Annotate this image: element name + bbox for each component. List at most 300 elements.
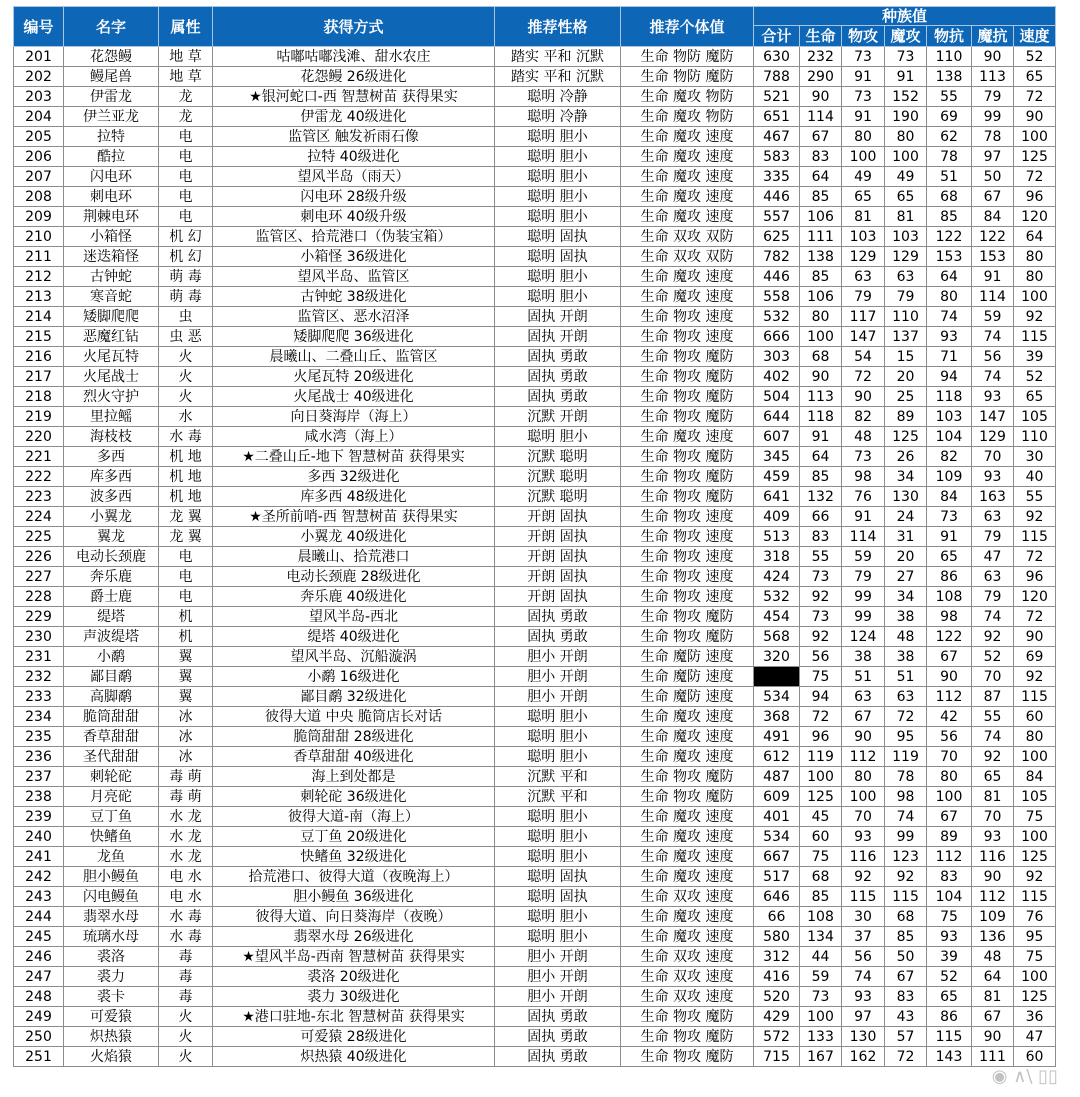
cell-speed: 105 <box>1014 407 1056 427</box>
cell-id: 235 <box>14 727 64 747</box>
cell-iv: 生命 魔攻 物防 <box>621 107 754 127</box>
cell-type: 电 <box>159 147 213 167</box>
cell-spatk: 123 <box>885 847 927 867</box>
header-stat-hp: 生命 <box>800 26 842 47</box>
cell-spatk: 137 <box>885 327 927 347</box>
cell-id: 247 <box>14 967 64 987</box>
cell-name: 电动长颈鹿 <box>64 547 159 567</box>
cell-total: 532 <box>754 587 800 607</box>
cell-spatk: 68 <box>885 907 927 927</box>
cell-spatk: 73 <box>885 47 927 67</box>
cell-spdef: 70 <box>972 447 1014 467</box>
cell-hp: 132 <box>800 487 842 507</box>
cell-obtain: 晨曦山、二叠山丘、监管区 <box>213 347 495 367</box>
header-stat-def: 物抗 <box>927 26 972 47</box>
cell-id: 223 <box>14 487 64 507</box>
cell-type: 电 <box>159 567 213 587</box>
cell-iv: 生命 物攻 速度 <box>621 507 754 527</box>
cell-def: 68 <box>927 187 972 207</box>
cell-id: 219 <box>14 407 64 427</box>
cell-speed: 72 <box>1014 607 1056 627</box>
header-obtain: 获得方式 <box>213 7 495 47</box>
cell-spdef: 70 <box>972 807 1014 827</box>
cell-obtain: 拾荒港口、彼得大道（夜晚海上） <box>213 867 495 887</box>
cell-nature: 固执 勇敢 <box>495 1007 621 1027</box>
cell-obtain: 望风半岛、沉船漩涡 <box>213 647 495 667</box>
cell-obtain: 库多西 48级进化 <box>213 487 495 507</box>
cell-hp: 232 <box>800 47 842 67</box>
table-row <box>14 587 1056 607</box>
cell-speed: 60 <box>1014 707 1056 727</box>
cell-obtain: 缇塔 40级进化 <box>213 627 495 647</box>
table-row <box>14 327 1056 347</box>
table-row <box>14 767 1056 787</box>
cell-spdef: 63 <box>972 507 1014 527</box>
cell-iv: 生命 物攻 魔防 <box>621 347 754 367</box>
cell-type: 电 水 <box>159 887 213 907</box>
cell-speed: 120 <box>1014 207 1056 227</box>
cell-obtain: 火尾瓦特 20级进化 <box>213 367 495 387</box>
cell-obtain: 炽热猿 40级进化 <box>213 1047 495 1067</box>
table-row <box>14 527 1056 547</box>
cell-spatk: 125 <box>885 427 927 447</box>
cell-id: 239 <box>14 807 64 827</box>
cell-id: 228 <box>14 587 64 607</box>
table-row <box>14 387 1056 407</box>
cell-speed: 125 <box>1014 147 1056 167</box>
cell-def: 80 <box>927 767 972 787</box>
cell-iv: 生命 魔防 速度 <box>621 667 754 687</box>
cell-total: 446 <box>754 267 800 287</box>
cell-name: 豆丁鱼 <box>64 807 159 827</box>
cell-def: 55 <box>927 87 972 107</box>
cell-speed: 80 <box>1014 247 1056 267</box>
cell-hp: 64 <box>800 447 842 467</box>
cell-hp: 64 <box>800 167 842 187</box>
cell-name: 多西 <box>64 447 159 467</box>
cell-total: 345 <box>754 447 800 467</box>
cell-iv: 生命 物攻 速度 <box>621 327 754 347</box>
cell-hp: 80 <box>800 307 842 327</box>
cell-hp: 73 <box>800 567 842 587</box>
cell-def: 73 <box>927 507 972 527</box>
cell-spdef: 56 <box>972 347 1014 367</box>
cell-hp: 55 <box>800 547 842 567</box>
cell-spatk: 130 <box>885 487 927 507</box>
cell-atk: 76 <box>842 487 885 507</box>
cell-type: 毒 <box>159 947 213 967</box>
cell-total: 557 <box>754 207 800 227</box>
cell-iv: 生命 物攻 魔防 <box>621 787 754 807</box>
cell-total: 517 <box>754 867 800 887</box>
table-row <box>14 607 1056 627</box>
cell-type: 冰 <box>159 707 213 727</box>
cell-speed: 90 <box>1014 107 1056 127</box>
cell-spatk: 38 <box>885 647 927 667</box>
cell-iv: 生命 物攻 魔防 <box>621 447 754 467</box>
cell-speed: 105 <box>1014 787 1056 807</box>
cell-def: 65 <box>927 987 972 1007</box>
table-body <box>14 47 1056 1067</box>
cell-atk: 99 <box>842 587 885 607</box>
cell-name: 炽热猿 <box>64 1027 159 1047</box>
cell-def: 112 <box>927 687 972 707</box>
cell-speed: 39 <box>1014 347 1056 367</box>
cell-iv: 生命 物攻 魔防 <box>621 607 754 627</box>
cell-speed: 75 <box>1014 947 1056 967</box>
cell-nature: 聪明 固执 <box>495 227 621 247</box>
cell-obtain: ★望风半岛-西南 智慧树苗 获得果实 <box>213 947 495 967</box>
cell-spatk: 38 <box>885 607 927 627</box>
cell-nature: 固执 开朗 <box>495 307 621 327</box>
cell-name: 鄙目鹬 <box>64 667 159 687</box>
cell-obtain: 望风半岛、监管区 <box>213 267 495 287</box>
cell-nature: 固执 勇敢 <box>495 1027 621 1047</box>
cell-id: 215 <box>14 327 64 347</box>
cell-nature: 固执 勇敢 <box>495 367 621 387</box>
cell-iv: 生命 物攻 魔防 <box>621 387 754 407</box>
cell-speed: 75 <box>1014 807 1056 827</box>
cell-spatk: 65 <box>885 187 927 207</box>
cell-hp: 75 <box>800 847 842 867</box>
table-row <box>14 707 1056 727</box>
cell-total: 580 <box>754 927 800 947</box>
cell-iv: 生命 物攻 速度 <box>621 567 754 587</box>
cell-spatk: 152 <box>885 87 927 107</box>
cell-hp: 92 <box>800 587 842 607</box>
cell-iv: 生命 魔攻 物防 <box>621 87 754 107</box>
table-row <box>14 467 1056 487</box>
cell-iv: 生命 魔防 速度 <box>621 647 754 667</box>
table-row <box>14 727 1056 747</box>
cell-name: 里拉鳐 <box>64 407 159 427</box>
cell-type: 机 <box>159 607 213 627</box>
cell-def: 90 <box>927 667 972 687</box>
cell-type: 水 <box>159 407 213 427</box>
cell-spatk: 20 <box>885 547 927 567</box>
table-row <box>14 227 1056 247</box>
cell-hp: 94 <box>800 687 842 707</box>
cell-iv: 生命 双攻 速度 <box>621 987 754 1007</box>
cell-def: 112 <box>927 847 972 867</box>
cell-id: 229 <box>14 607 64 627</box>
cell-spatk: 99 <box>885 827 927 847</box>
cell-hp: 66 <box>800 507 842 527</box>
cell-speed: 125 <box>1014 987 1056 1007</box>
cell-name: 海枝枝 <box>64 427 159 447</box>
cell-total: 666 <box>754 327 800 347</box>
cell-obtain: 火尾战士 40级进化 <box>213 387 495 407</box>
cell-nature: 聪明 胆小 <box>495 707 621 727</box>
species-table <box>13 6 1056 1067</box>
cell-nature: 踏实 平和 沉默 <box>495 67 621 87</box>
cell-hp: 111 <box>800 227 842 247</box>
cell-iv: 生命 物攻 魔防 <box>621 367 754 387</box>
cell-speed: 92 <box>1014 507 1056 527</box>
cell-type: 电 <box>159 187 213 207</box>
cell-obtain: 小鹬 16级进化 <box>213 667 495 687</box>
cell-name: 琉璃水母 <box>64 927 159 947</box>
cell-iv: 生命 物攻 魔防 <box>621 1047 754 1067</box>
cell-nature: 聪明 胆小 <box>495 427 621 447</box>
cell-hp: 119 <box>800 747 842 767</box>
header-stat-spatk: 魔攻 <box>885 26 927 47</box>
cell-total: 402 <box>754 367 800 387</box>
cell-def: 118 <box>927 387 972 407</box>
cell-name: 小箱怪 <box>64 227 159 247</box>
cell-spdef: 116 <box>972 847 1014 867</box>
cell-name: 刺电环 <box>64 187 159 207</box>
cell-total: 534 <box>754 687 800 707</box>
cell-type: 虫 <box>159 307 213 327</box>
cell-spatk: 49 <box>885 167 927 187</box>
cell-id: 242 <box>14 867 64 887</box>
cell-type: 火 <box>159 1027 213 1047</box>
cell-id: 234 <box>14 707 64 727</box>
cell-spdef: 153 <box>972 247 1014 267</box>
cell-name: 裘卡 <box>64 987 159 1007</box>
cell-iv: 生命 物防 魔防 <box>621 67 754 87</box>
cell-nature: 聪明 冷静 <box>495 107 621 127</box>
header-type: 属性 <box>159 7 213 47</box>
table-row <box>14 187 1056 207</box>
cell-def: 143 <box>927 1047 972 1067</box>
cell-atk: 38 <box>842 647 885 667</box>
cell-nature: 聪明 固执 <box>495 887 621 907</box>
cell-def: 93 <box>927 927 972 947</box>
cell-iv: 生命 魔攻 速度 <box>621 847 754 867</box>
cell-spdef: 90 <box>972 47 1014 67</box>
cell-obtain: 古钟蛇 38级进化 <box>213 287 495 307</box>
cell-nature: 固执 勇敢 <box>495 627 621 647</box>
cell-obtain: 快鳍鱼 32级进化 <box>213 847 495 867</box>
cell-def: 122 <box>927 627 972 647</box>
cell-atk: 93 <box>842 827 885 847</box>
cell-name: 寒音蛇 <box>64 287 159 307</box>
cell-spatk: 50 <box>885 947 927 967</box>
cell-def: 109 <box>927 467 972 487</box>
cell-spatk: 92 <box>885 867 927 887</box>
cell-total: 491 <box>754 727 800 747</box>
table-row <box>14 807 1056 827</box>
header-id: 编号 <box>14 7 64 47</box>
cell-atk: 90 <box>842 387 885 407</box>
cell-nature: 胆小 开朗 <box>495 947 621 967</box>
cell-obtain: 彼得大道 中央 脆筒店长对话 <box>213 707 495 727</box>
cell-id: 206 <box>14 147 64 167</box>
cell-spdef: 55 <box>972 707 1014 727</box>
cell-atk: 80 <box>842 767 885 787</box>
cell-name: 矮脚爬爬 <box>64 307 159 327</box>
cell-spatk: 110 <box>885 307 927 327</box>
cell-hp: 118 <box>800 407 842 427</box>
cell-name: 波多西 <box>64 487 159 507</box>
table-row <box>14 787 1056 807</box>
cell-spdef: 163 <box>972 487 1014 507</box>
cell-speed: 92 <box>1014 307 1056 327</box>
cell-total: 583 <box>754 147 800 167</box>
cell-nature: 开朗 固执 <box>495 507 621 527</box>
cell-obtain: 裘洛 20级进化 <box>213 967 495 987</box>
cell-type: 龙 <box>159 107 213 127</box>
cell-id: 218 <box>14 387 64 407</box>
table-row <box>14 907 1056 927</box>
cell-hp: 85 <box>800 187 842 207</box>
cell-spdef: 74 <box>972 367 1014 387</box>
cell-type: 水 毒 <box>159 427 213 447</box>
cell-type: 机 地 <box>159 447 213 467</box>
cell-speed: 76 <box>1014 907 1056 927</box>
cell-total: 534 <box>754 827 800 847</box>
cell-atk: 48 <box>842 427 885 447</box>
table-row <box>14 667 1056 687</box>
cell-type: 毒 <box>159 987 213 1007</box>
cell-atk: 98 <box>842 467 885 487</box>
cell-name: 刺轮砣 <box>64 767 159 787</box>
cell-spatk: 25 <box>885 387 927 407</box>
cell-hp: 73 <box>800 607 842 627</box>
cell-total: 368 <box>754 707 800 727</box>
header-nature: 推荐性格 <box>495 7 621 47</box>
cell-def: 52 <box>927 967 972 987</box>
cell-spatk: 48 <box>885 627 927 647</box>
table-row <box>14 827 1056 847</box>
table-row <box>14 947 1056 967</box>
cell-atk: 73 <box>842 87 885 107</box>
cell-iv: 生命 物攻 魔防 <box>621 467 754 487</box>
cell-def: 85 <box>927 207 972 227</box>
cell-obtain: 脆筒甜甜 28级进化 <box>213 727 495 747</box>
cell-id: 231 <box>14 647 64 667</box>
cell-hp: 56 <box>800 647 842 667</box>
table-row <box>14 1027 1056 1047</box>
cell-speed: 92 <box>1014 667 1056 687</box>
cell-hp: 45 <box>800 807 842 827</box>
cell-total: 66 <box>754 907 800 927</box>
cell-atk: 91 <box>842 107 885 127</box>
cell-spdef: 84 <box>972 207 1014 227</box>
cell-name: 小翼龙 <box>64 507 159 527</box>
cell-type: 机 幻 <box>159 227 213 247</box>
cell-speed: 36 <box>1014 1007 1056 1027</box>
cell-hp: 108 <box>800 907 842 927</box>
cell-nature: 聪明 胆小 <box>495 187 621 207</box>
cell-id: 237 <box>14 767 64 787</box>
cell-hp: 100 <box>800 1007 842 1027</box>
cell-total: 788 <box>754 67 800 87</box>
cell-total: 521 <box>754 87 800 107</box>
cell-id: 248 <box>14 987 64 1007</box>
cell-hp: 106 <box>800 287 842 307</box>
table-row <box>14 647 1056 667</box>
table-row <box>14 887 1056 907</box>
cell-iv: 生命 物攻 魔防 <box>621 407 754 427</box>
cell-spatk: 103 <box>885 227 927 247</box>
cell-atk: 70 <box>842 807 885 827</box>
cell-iv: 生命 魔攻 速度 <box>621 427 754 447</box>
cell-name: 拉特 <box>64 127 159 147</box>
cell-hp: 68 <box>800 867 842 887</box>
cell-total: 568 <box>754 627 800 647</box>
cell-spdef: 122 <box>972 227 1014 247</box>
cell-nature: 聪明 冷静 <box>495 87 621 107</box>
cell-type: 毒 <box>159 967 213 987</box>
cell-type: 火 <box>159 1007 213 1027</box>
cell-total: 532 <box>754 307 800 327</box>
cell-atk: 162 <box>842 1047 885 1067</box>
cell-id: 246 <box>14 947 64 967</box>
cell-id: 230 <box>14 627 64 647</box>
cell-name: 古钟蛇 <box>64 267 159 287</box>
table-row <box>14 507 1056 527</box>
cell-speed: 72 <box>1014 547 1056 567</box>
table-row <box>14 867 1056 887</box>
cell-atk: 54 <box>842 347 885 367</box>
cell-nature: 胆小 开朗 <box>495 667 621 687</box>
cell-def: 42 <box>927 707 972 727</box>
cell-name: 可爱猿 <box>64 1007 159 1027</box>
cell-def: 86 <box>927 567 972 587</box>
cell-hp: 67 <box>800 127 842 147</box>
cell-atk: 30 <box>842 907 885 927</box>
header-stat-spdef: 魔抗 <box>972 26 1014 47</box>
cell-atk: 117 <box>842 307 885 327</box>
cell-atk: 80 <box>842 127 885 147</box>
cell-spatk: 190 <box>885 107 927 127</box>
cell-total: 459 <box>754 467 800 487</box>
cell-spdef: 78 <box>972 127 1014 147</box>
cell-spatk: 89 <box>885 407 927 427</box>
cell-id: 225 <box>14 527 64 547</box>
cell-total: 667 <box>754 847 800 867</box>
cell-spdef: 74 <box>972 727 1014 747</box>
cell-total: 572 <box>754 1027 800 1047</box>
cell-atk: 97 <box>842 1007 885 1027</box>
cell-speed: 110 <box>1014 427 1056 447</box>
cell-id: 216 <box>14 347 64 367</box>
cell-spdef: 114 <box>972 287 1014 307</box>
cell-id: 227 <box>14 567 64 587</box>
cell-speed: 100 <box>1014 127 1056 147</box>
cell-spdef: 92 <box>972 747 1014 767</box>
cell-type: 机 幻 <box>159 247 213 267</box>
cell-nature: 聪明 胆小 <box>495 287 621 307</box>
cell-name: 酷拉 <box>64 147 159 167</box>
cell-iv: 生命 魔攻 速度 <box>621 267 754 287</box>
cell-id: 251 <box>14 1047 64 1067</box>
cell-name: 香草甜甜 <box>64 727 159 747</box>
cell-type: 冰 <box>159 747 213 767</box>
cell-speed: 72 <box>1014 167 1056 187</box>
cell-spatk: 129 <box>885 247 927 267</box>
cell-name: 龙鱼 <box>64 847 159 867</box>
table-row <box>14 427 1056 447</box>
cell-total: 513 <box>754 527 800 547</box>
cell-name: 伊雷龙 <box>64 87 159 107</box>
cell-nature: 固执 勇敢 <box>495 347 621 367</box>
cell-def: 98 <box>927 607 972 627</box>
cell-atk: 81 <box>842 207 885 227</box>
cell-atk: 79 <box>842 567 885 587</box>
cell-def: 69 <box>927 107 972 127</box>
cell-id: 202 <box>14 67 64 87</box>
cell-id: 208 <box>14 187 64 207</box>
cell-total: 401 <box>754 807 800 827</box>
cell-nature: 开朗 固执 <box>495 587 621 607</box>
cell-id: 214 <box>14 307 64 327</box>
table-row <box>14 1007 1056 1027</box>
cell-iv: 生命 魔攻 速度 <box>621 287 754 307</box>
